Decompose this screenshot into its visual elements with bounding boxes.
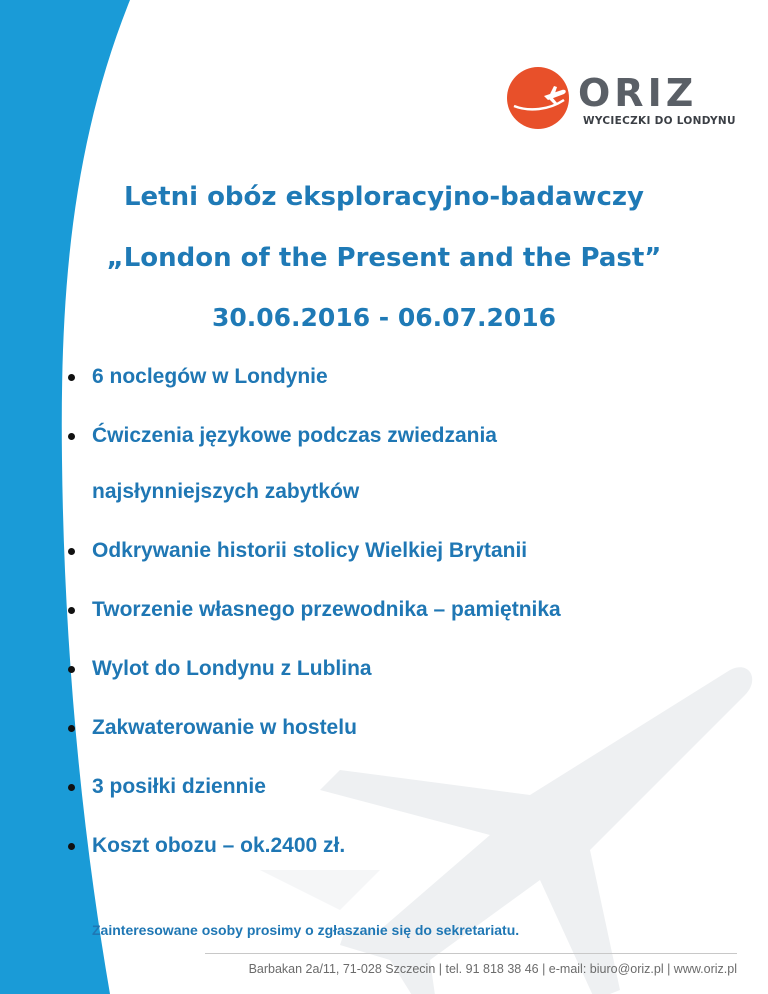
logo-tagline: WYCIECZKI DO LONDYNU xyxy=(583,115,736,127)
list-item xyxy=(68,655,748,683)
list-item-text: Odkrywanie historii stolicy Wielkiej Brytanii xyxy=(92,539,528,562)
bullet-icon xyxy=(68,843,75,850)
list-item xyxy=(68,714,748,742)
list-item xyxy=(68,832,748,860)
page-dates: 30.06.2016 - 06.07.2016 xyxy=(211,303,557,332)
page-title: Letni obóz eksploracyjno-badawczy xyxy=(123,182,645,212)
footer-divider xyxy=(205,953,737,954)
feature-list xyxy=(68,363,748,860)
contact-note: Zainteresowane osoby prosimy o zgłaszanie się do sekretariatu. xyxy=(92,922,520,938)
footer-contact: Barbakan 2a/11, 71-028 Szczecin | tel. 91 818 38 46 | e-mail: biuro@oriz.pl | www.oriz.pl xyxy=(248,962,737,976)
list-item xyxy=(68,773,748,801)
list-item-text: Ćwiczenia językowe podczas zwiedzania xyxy=(92,424,497,447)
list-item-text: Wylot do Londynu z Lublina xyxy=(92,657,372,680)
list-item xyxy=(68,537,748,565)
list-item-text-continued: najsłynniejszych zabytków xyxy=(92,480,360,503)
list-item xyxy=(68,422,748,506)
list-item-text: Koszt obozu – ok.2400 zł. xyxy=(92,834,346,857)
page-subtitle: „London of the Present and the Past” xyxy=(106,243,662,273)
bullet-icon xyxy=(68,548,75,555)
list-item-text: 6 noclegów w Londynie xyxy=(92,365,328,388)
list-item-text: 3 posiłki dziennie xyxy=(92,775,266,798)
list-item xyxy=(68,596,748,624)
bullet-icon xyxy=(68,433,75,440)
list-item-text: Zakwaterowanie w hostelu xyxy=(92,716,357,739)
bullet-icon xyxy=(68,725,75,732)
bullet-icon xyxy=(68,666,75,673)
bullet-icon xyxy=(68,607,75,614)
logo-brand: ORIZ xyxy=(578,71,698,115)
list-item-text: Tworzenie własnego przewodnika – pamiętnika xyxy=(92,598,561,621)
list-item xyxy=(68,363,748,391)
bullet-icon xyxy=(68,374,75,381)
bullet-icon xyxy=(68,784,75,791)
